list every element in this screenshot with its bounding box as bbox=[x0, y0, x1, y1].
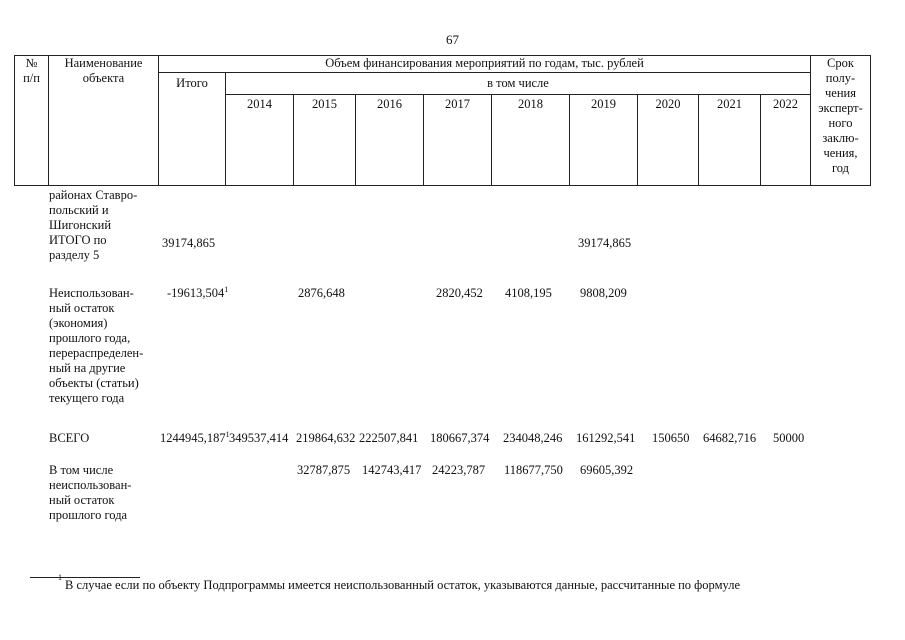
cell-2019: 39174,865 bbox=[578, 236, 632, 250]
header-term: Срок полу- чения эксперт- ного заклю- чения, год bbox=[811, 56, 871, 186]
header-name: Наименование объекта bbox=[49, 56, 159, 186]
row-name: районах Ставро- польский и Шигонский ИТОГО по разделу 5 bbox=[49, 188, 138, 262]
cell-2019: 161292,541 bbox=[576, 431, 636, 445]
cell-2019: 9808,209 bbox=[580, 286, 627, 300]
cell-2016: 222507,841 bbox=[359, 431, 419, 445]
cell-total: 39174,865 bbox=[162, 236, 216, 250]
cell-2019: 69605,392 bbox=[580, 463, 634, 477]
cell-2014: 349537,414 bbox=[229, 431, 289, 445]
year-header: 2021 bbox=[699, 95, 761, 186]
cell-2018: 118677,750 bbox=[504, 463, 563, 477]
cell-2020: 150650 bbox=[652, 431, 690, 445]
year-header: 2014 bbox=[226, 95, 294, 186]
year-header: 2019 bbox=[570, 95, 638, 186]
year-header: 2020 bbox=[638, 95, 699, 186]
cell-total bbox=[167, 286, 228, 301]
year-header: 2018 bbox=[492, 95, 570, 186]
cell-2015: 32787,875 bbox=[297, 463, 351, 477]
footnote-ref: 1 bbox=[224, 284, 229, 294]
footnote-mark: 1 bbox=[58, 573, 62, 582]
cell-2018: 234048,246 bbox=[503, 431, 563, 445]
cell-2017: 180667,374 bbox=[430, 431, 490, 445]
cell-2017: 24223,787 bbox=[432, 463, 486, 477]
year-header: 2017 bbox=[424, 95, 492, 186]
header-including: в том числе bbox=[226, 73, 811, 95]
value: -19613,504 bbox=[167, 286, 225, 300]
row-name: В том числе неиспользован- ный остаток прошлого года bbox=[49, 463, 132, 522]
cell-2022: 50000 bbox=[773, 431, 805, 445]
header-volume: Объем финансирования мероприятий по годам, тыс. рублей bbox=[159, 56, 811, 73]
cell-2015: 2876,648 bbox=[298, 286, 345, 300]
cell-2018: 4108,195 bbox=[505, 286, 552, 300]
header-total: Итого bbox=[159, 73, 226, 186]
page-number: 67 bbox=[446, 32, 459, 47]
header-num: № п/п bbox=[15, 56, 49, 186]
cell-2015: 219864,632 bbox=[296, 431, 356, 445]
cell-2016: 142743,417 bbox=[362, 463, 422, 477]
row-name: ВСЕГО bbox=[49, 431, 90, 445]
footnote-text: В случае если по объекту Подпрограммы имеется неиспользованный остаток, указываются данные, рассчитанные по формуле bbox=[65, 578, 740, 592]
footnote-ref: 1 bbox=[225, 429, 230, 439]
row-name: Неиспользован- ный остаток (экономия) прошлого года, перераспределен- ный на другие объекты (статьи) текущего года bbox=[49, 286, 144, 405]
cell-2017: 2820,452 bbox=[436, 286, 483, 300]
cell-total bbox=[160, 431, 230, 446]
year-header: 2016 bbox=[356, 95, 424, 186]
year-header: 2015 bbox=[294, 95, 356, 186]
cell-2021: 64682,716 bbox=[703, 431, 757, 445]
year-header: 2022 bbox=[761, 95, 811, 186]
value: 1244945,187 bbox=[160, 431, 226, 445]
